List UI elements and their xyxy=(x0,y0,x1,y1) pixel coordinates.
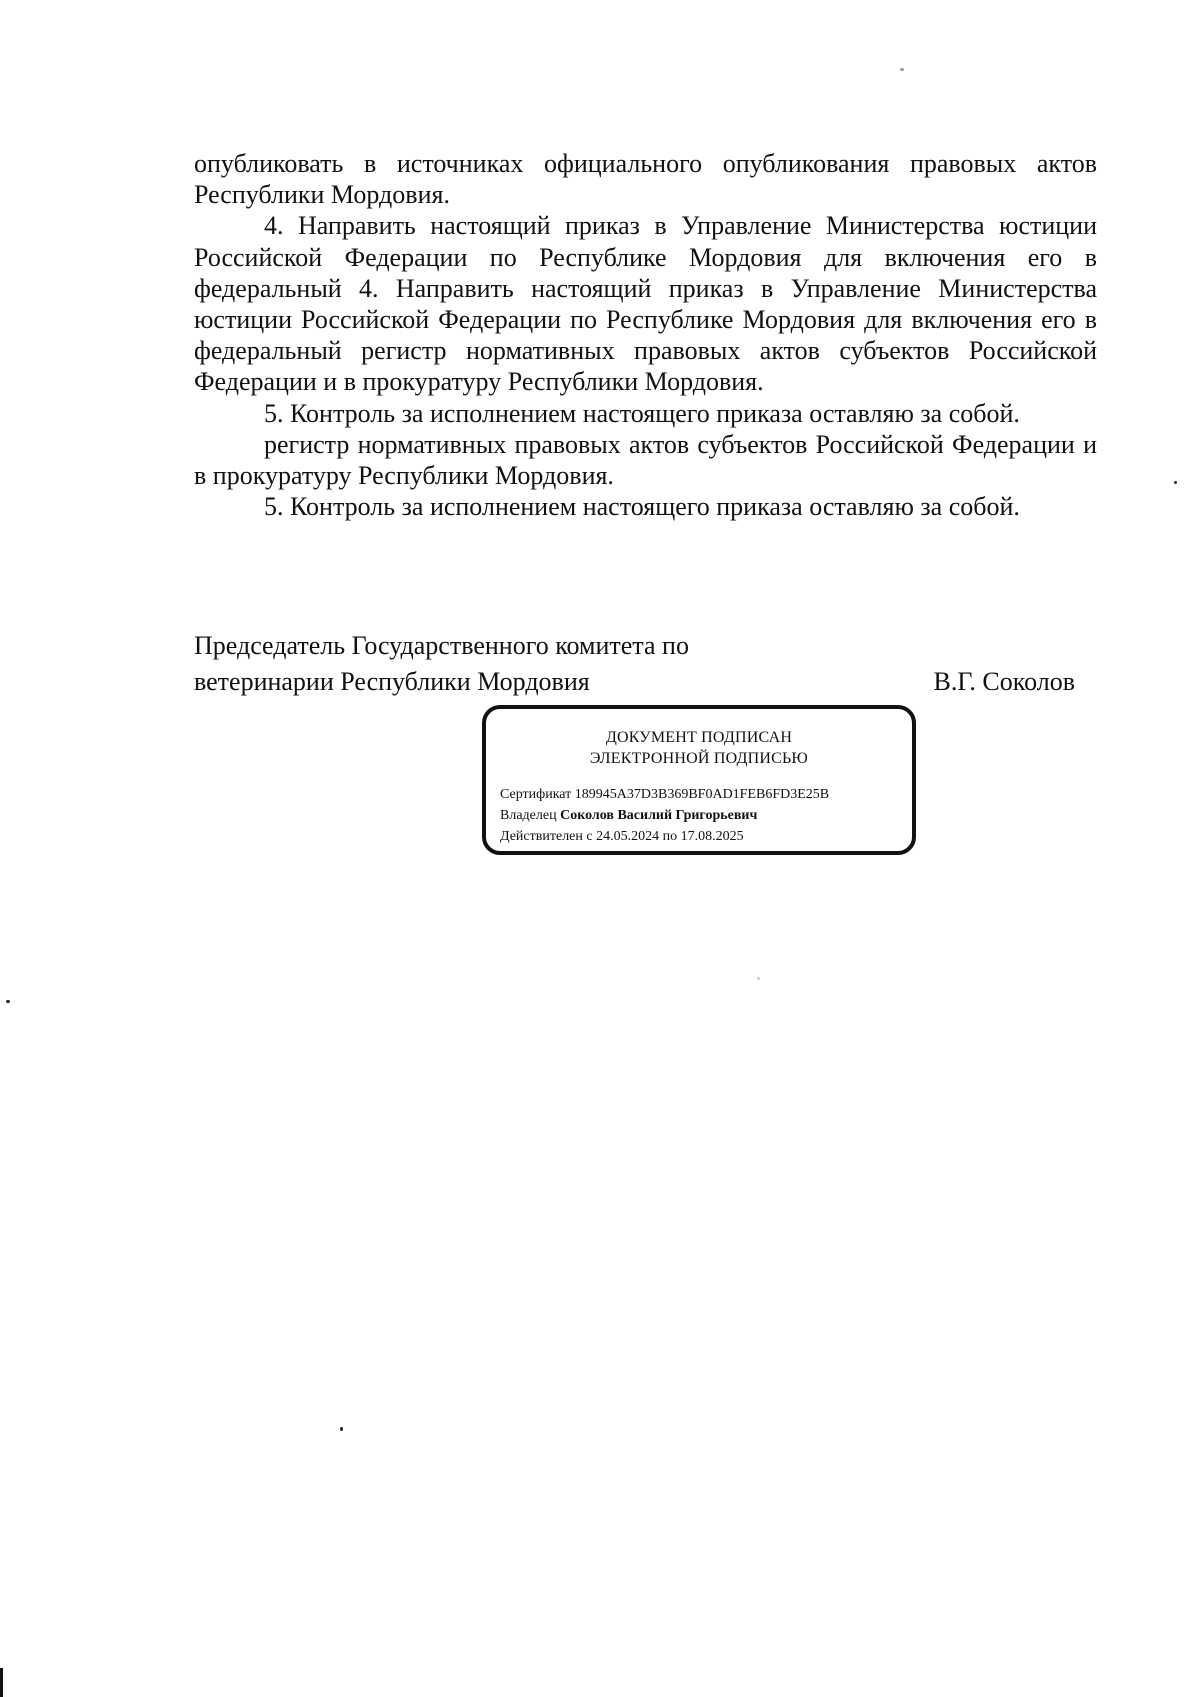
paragraph-publish: опубликовать в источниках официального опубликования правовых актов Республики Мордовия. xyxy=(194,149,1097,210)
signer-name: В.Г. Соколов xyxy=(933,667,1075,696)
owner-label: Владелец xyxy=(500,808,557,823)
owner-value: Соколов Василий Григорьевич xyxy=(560,808,758,823)
document-body xyxy=(194,148,1097,522)
certificate-value: 189945A37D3B369BF0AD1FEB6FD3E25B xyxy=(574,787,830,802)
scan-speck xyxy=(757,977,760,980)
paragraph-control-repeat: 5. Контроль за исполнением настоящего приказа оставляю за собой. xyxy=(264,492,1020,522)
valid-from-date: 24.05.2024 xyxy=(596,829,660,844)
scan-speck xyxy=(340,1427,343,1431)
paragraph-register-repeat: регистр нормативных правовых актов субъектов Российской Федерации и в прокуратуру Республики Мордовия. xyxy=(194,429,1097,491)
paragraph-direct-order: 4. Направить настоящий приказ в Управление Министерства юстиции Российской Федерации по Республике Мордовия для включения его в федеральный 4. Направить настоящий приказ в Управление Министерства юстиции Российской Федерации по Республике Мордовия для включения его в федеральный регистр нормативных правовых актов субъектов Российской Федерации и в прокуратуру Республики Мордовия. xyxy=(194,211,1097,397)
stamp-title-line2: ЭЛЕКТРОННОЙ ПОДПИСЬЮ xyxy=(589,750,809,767)
scan-speck xyxy=(900,68,904,71)
stamp-details xyxy=(500,784,829,847)
stamp-owner-row xyxy=(500,805,829,826)
scan-speck xyxy=(6,1000,10,1003)
paragraph-control: 5. Контроль за исполнением настоящего приказа оставляю за собой. xyxy=(264,398,1020,428)
stamp-certificate-row xyxy=(500,784,829,805)
valid-from-label: с xyxy=(586,829,593,844)
valid-to-date: 17.08.2025 xyxy=(680,829,744,844)
scan-speck xyxy=(1174,481,1177,484)
signer-position-line2: ветеринарии Республики Мордовия xyxy=(194,667,590,696)
certificate-label: Сертификат xyxy=(500,787,572,802)
scan-edge-mark xyxy=(0,1668,3,1697)
electronic-signature-stamp xyxy=(482,705,916,855)
valid-to-label: по xyxy=(662,829,678,844)
stamp-title-line1: ДОКУМЕНТ ПОДПИСАН xyxy=(605,729,793,746)
valid-label: Действителен xyxy=(500,829,583,844)
signature-block xyxy=(194,628,1097,700)
stamp-validity-row xyxy=(500,826,829,847)
signer-position-line1: Председатель Государственного комитета по xyxy=(194,631,689,660)
stamp-title xyxy=(486,727,912,769)
